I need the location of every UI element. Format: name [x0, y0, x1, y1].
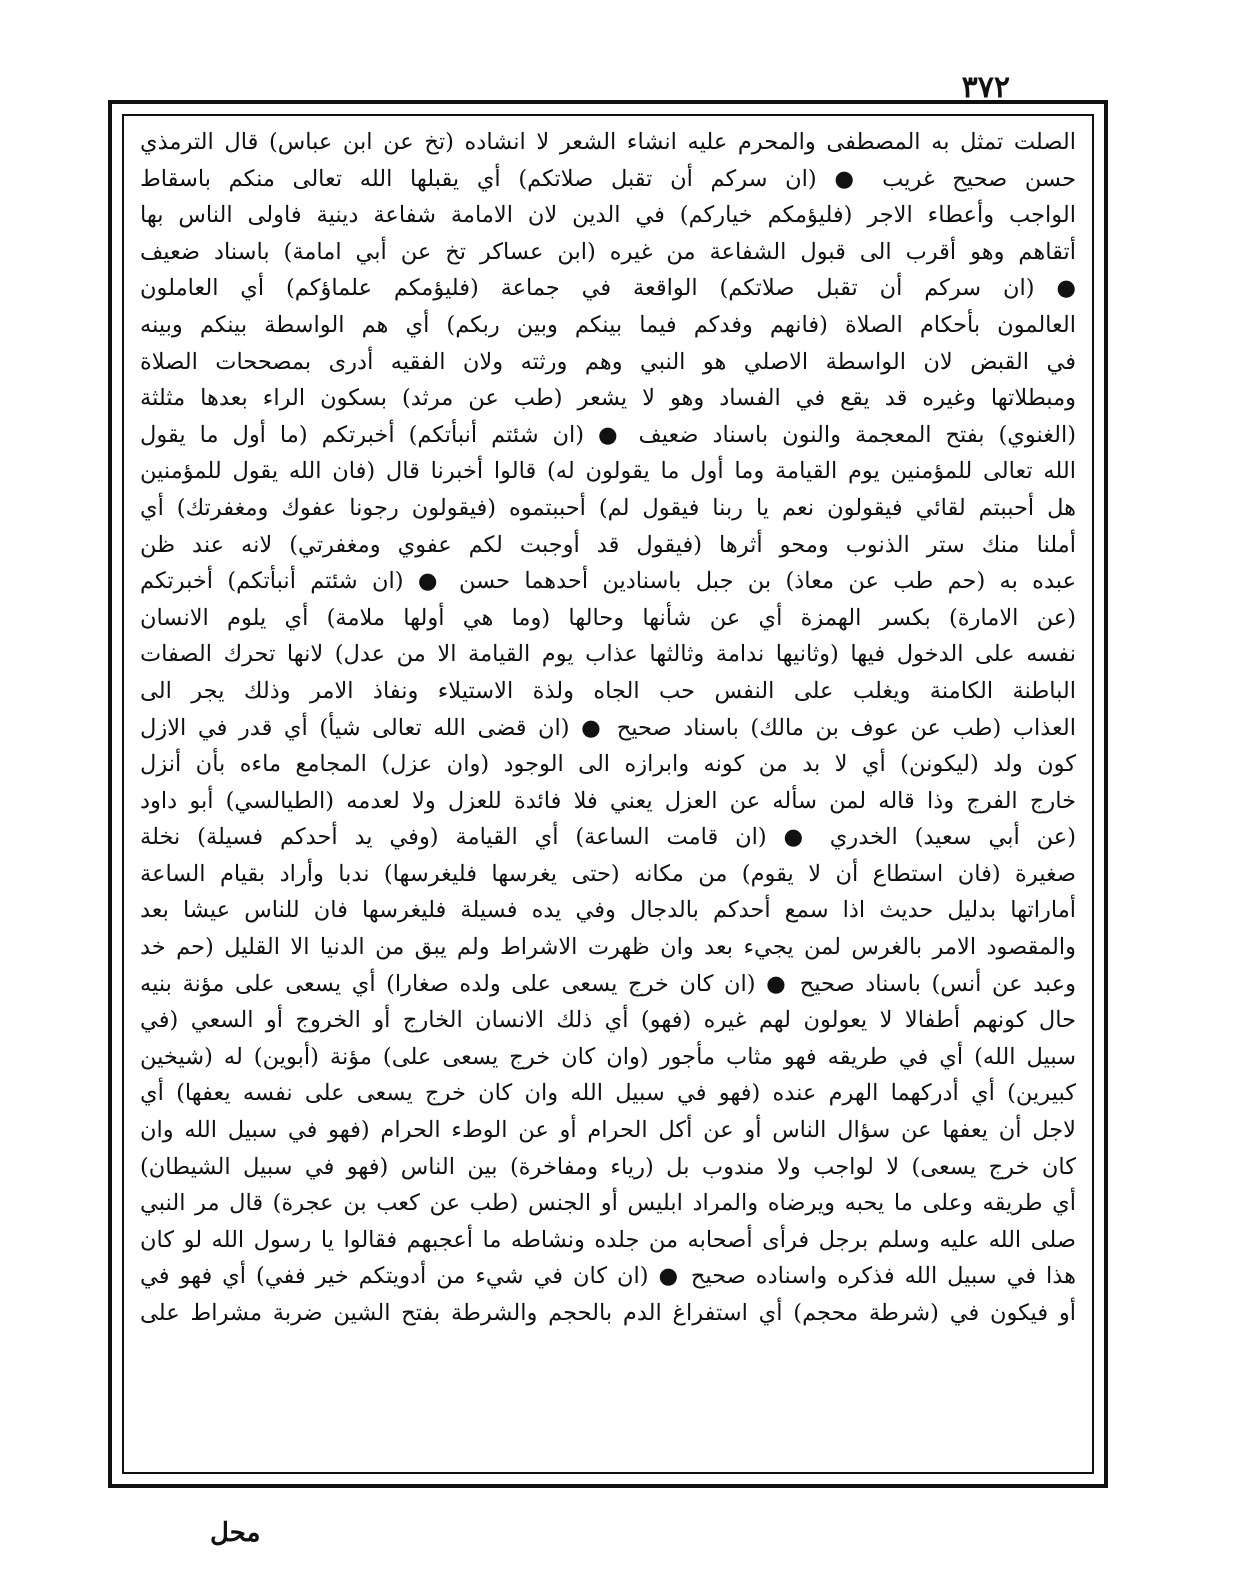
text-line: صلى الله عليه وسلم برجل فرأى أصحابه من جلده ونشاطه ما أعجبهم فقالوا يا رسول الله لو كان — [140, 1226, 1076, 1253]
text-line: العالمون بأحكام الصلاة (فانهم وفدكم فيما بينكم وبين ربكم) أي هم الواسطة بينكم وبينه — [140, 311, 1076, 338]
text-line: الصلت تمثل به المصطفى والمحرم عليه انشاء الشعر لا انشاده (تخ عن ابن عباس) قال الترمذي — [140, 129, 1076, 155]
text-line: نفسه على الدخول فيها (وثانيها ندامة وثالثها عذاب يوم القيامة الا من عدل) لانها تحرك الصفات — [140, 641, 1076, 668]
text-line: الله تعالى للمؤمنين يوم القيامة وما أول ما يقولون له) قالوا أخبرنا قال (فان الله يقول للمؤمنين — [140, 458, 1076, 485]
text-line: هذا في سبيل الله فذكره واسناده صحيح ● (ان كان في شيء من أدويتكم خير ففي) أي فهو في — [140, 1263, 1076, 1290]
catchword: محل — [210, 1518, 261, 1548]
text-block — [122, 114, 1094, 1474]
text-line: العذاب (طب عن عوف بن مالك) باسناد صحيح ● (ان قضى الله تعالى شيأ) أي قدر في الازل — [140, 714, 1076, 741]
text-line: أماراتها بدليل حديث اذا سمع أحدكم بالدجال وفي يده فسيلة فليغرسها فان للناس عيشا بعد — [140, 897, 1076, 924]
text-line: لاجل أن يعفها عن سؤال الناس أو عن أكل الحرام أو عن الوطء الحرام (فهو في سبيل الله وان — [140, 1117, 1076, 1144]
text-line: أتقاهم وهو أقرب الى قبول الشفاعة من غيره (ابن عساكر تخ عن أبي امامة) باسناد ضعيف — [140, 238, 1076, 265]
text-line: أي طريقه وعلى ما يحبه ويرضاه والمراد ابليس أو الجنس (طب عن كعب بن عجرة) قال مر النبي — [140, 1190, 1076, 1217]
text-line: كان خرج يسعى) لا لواجب ولا مندوب بل (رياء ومفاخرة) بين الناس (فهو في سبيل الشيطان) — [140, 1153, 1076, 1180]
text-line: وعبد عن أنس) باسناد صحيح ● (ان كان خرج يسعى على ولده صغارا) أي يسعى على مؤنة بنيه — [140, 970, 1076, 997]
text-line: صغيرة (فان استطاع أن لا يقوم) من مكانه (حتى يغرسها فليغرسها) ندبا وأراد بقيام الساعة — [140, 860, 1076, 887]
text-line: ومبطلاتها وغيره قد يقع في الفساد وهو لا يشعر (طب عن مرثد) بسكون الراء بعدها مثلثة — [140, 385, 1076, 412]
text-line: الباطنة الكامنة ويغلب على النفس حب الجاه ولذة الاستيلاء ونفاذ الامر وذلك يجر الى — [140, 677, 1076, 704]
text-line: هل أحببتم لقائي فيقولون نعم يا ربنا فيقول لم) أحببتموه (فيقولون رجونا عفوك ومغفرتك) أي — [140, 494, 1076, 521]
text-line: كون ولد (ليكونن) أي لا بد من كونه وابرازه الى الوجود (وان عزل) المجامع ماءه بأن أنزل — [140, 751, 1076, 778]
text-line: أملنا منك ستر الذنوب ومحو أثرها (فيقول قد أوجبت لكم عفوي ومغفرتي) لانه عند ظن — [140, 531, 1076, 558]
text-line: عبده به (حم طب عن معاذ) بن جبل باسنادين أحدهما حسن ● (ان شئتم أنبأتكم) أخبرتكم — [140, 568, 1076, 595]
text-line: كبيرين) أي أدركهما الهرم عنده (فهو في سبيل الله وان كان خرج يسعى على نفسه يعفها) أي — [140, 1080, 1076, 1107]
text-line: (الغنوي) بفتح المعجمة والنون باسناد ضعيف ● (ان شئتم أنبأتكم) أخبرتكم (ما أول ما يقول — [140, 421, 1076, 448]
text-line: خارج الفرج وذا قاله لمن سأله عن العزل يعني فلا فائدة للعزل ولا لعدمه (الطيالسي) أبو داود — [140, 787, 1076, 814]
text-line: (عن أبي سعيد) الخدري ● (ان قامت الساعة) أي القيامة (وفي يد أحدكم فسيلة) نخلة — [140, 824, 1076, 851]
text-line: ● (ان سركم أن تقبل صلاتكم) الواقعة في جماعة (فليؤمكم علماؤكم) أي العاملون — [140, 275, 1076, 302]
text-line: في القبض لان الواسطة الاصلي هو النبي وهم ورثته ولان الفقيه أدرى بمصححات الصلاة — [140, 348, 1076, 375]
page-number: ٣٧٢ — [961, 70, 1010, 105]
text-line: حال كونهم أطفالا لا يعولون لهم غيره (فهو) أي ذلك الانسان الخارج أو الخروج أو السعي (في — [140, 1007, 1076, 1034]
text-line: حسن صحيح غريب ● (ان سركم أن تقبل صلاتكم) أي يقبلها الله تعالى منكم باسقاط — [140, 165, 1076, 192]
text-line: (عن الامارة) بكسر الهمزة أي عن شأنها وحالها (وما هي أولها ملامة) أي يلوم الانسان — [140, 604, 1076, 631]
text-line: أو فيكون في (شرطة محجم) أي استفراغ الدم بالحجم والشرطة بفتح الشين ضربة مشراط على — [140, 1300, 1076, 1326]
text-line: الواجب وأعطاء الاجر (فليؤمكم خياركم) في الدين لان الامامة شفاعة دينية فاولى الناس بها — [140, 202, 1076, 229]
text-line: والمقصود الامر بالغرس لمن يجيء بعد وان ظهرت الاشراط ولم يبق من الدنيا الا القليل (حم خد — [140, 934, 1076, 961]
page-frame — [108, 100, 1108, 1488]
text-line: سبيل الله) أي في طريقه فهو مثاب مأجور (وان كان خرج يسعى على) مؤنة (أبوين) له (شيخين — [140, 1043, 1076, 1070]
